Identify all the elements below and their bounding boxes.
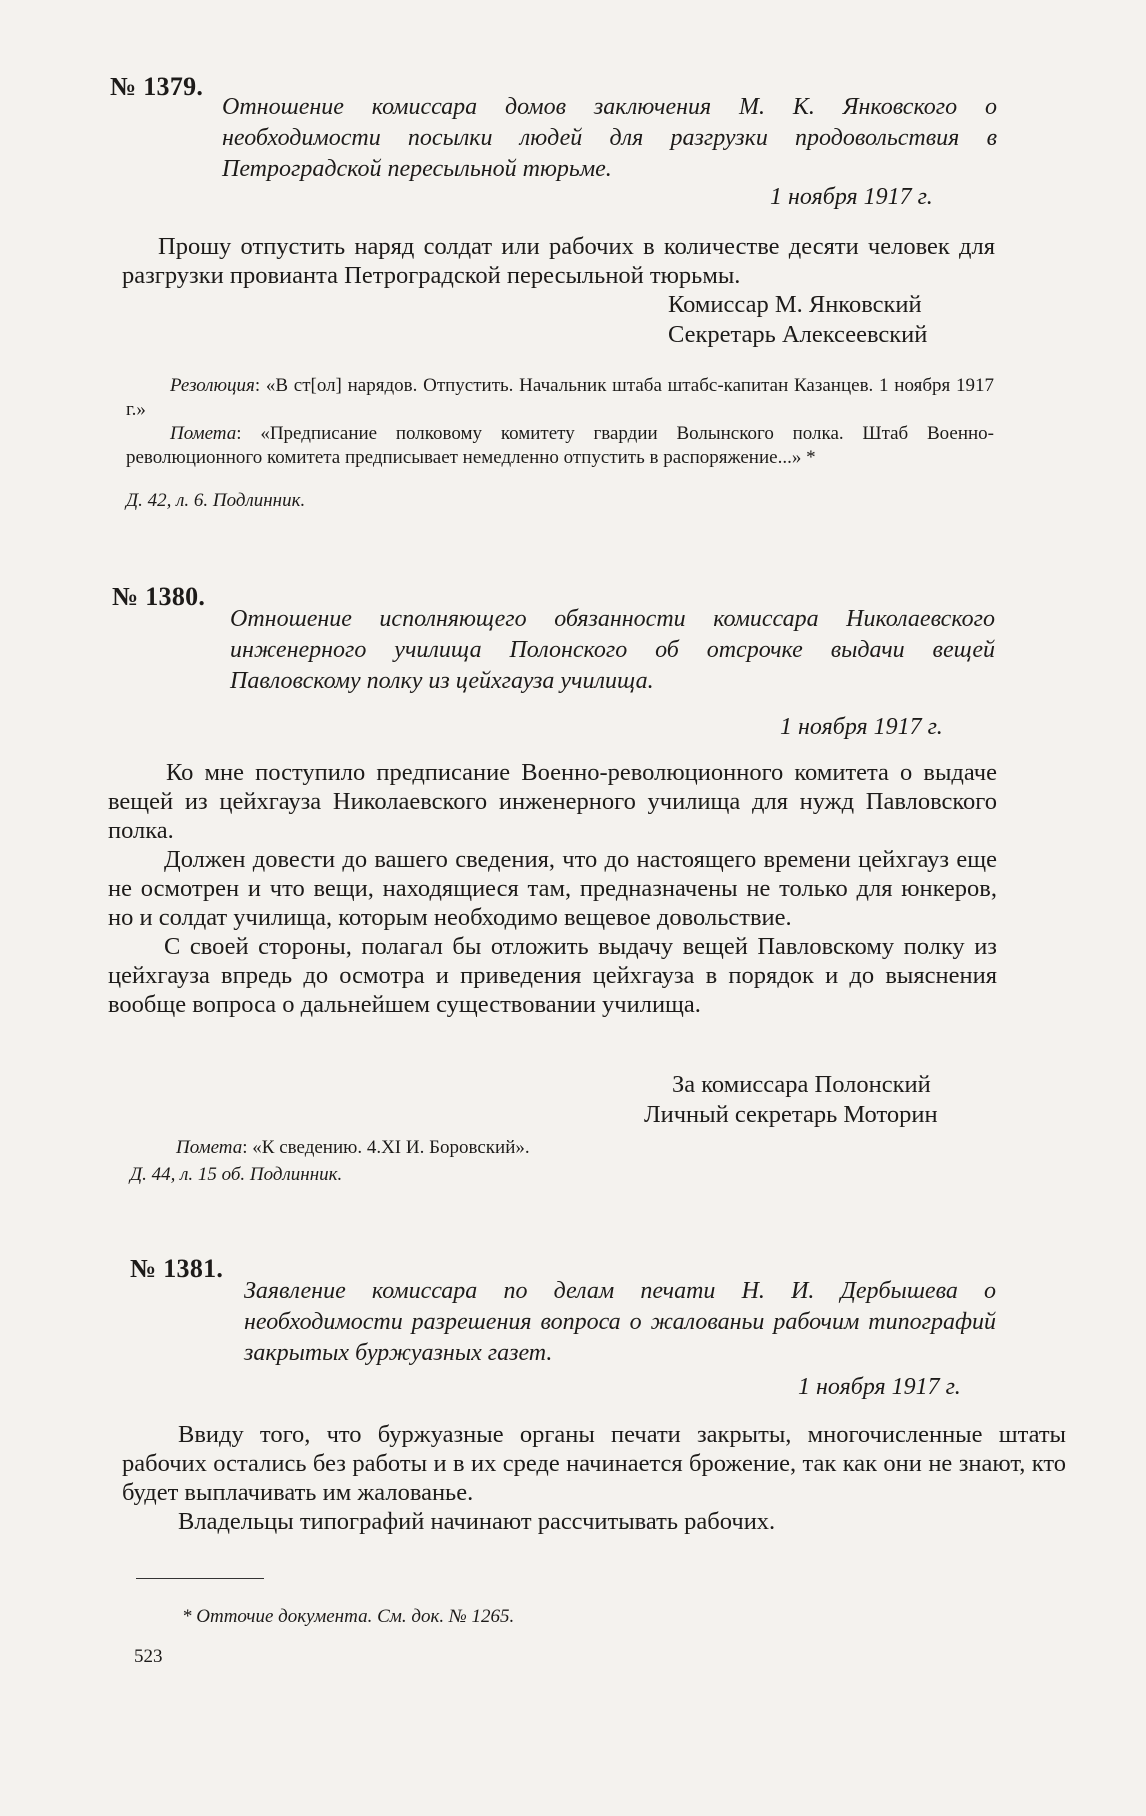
body-paragraph: Ко мне поступило предписание Военно-революционного комитета о выдаче вещей из цейхгауза Николаевского инженерного училища для нужд Павловского полка.	[108, 759, 997, 844]
signature-block	[668, 290, 927, 350]
archive-source: Д. 42, л. 6. Подлинник.	[126, 490, 306, 511]
document-date: 1 ноября 1917 г.	[780, 714, 943, 740]
document-number: № 1381.	[130, 1254, 224, 1283]
body-paragraph: Прошу отпустить наряд солдат или рабочих в количестве десяти человек для разгрузки провианта Петроградской пересыльной тюрьмы.	[122, 233, 995, 289]
mark-label: Помета	[176, 1137, 243, 1158]
page-number: 523	[134, 1646, 163, 1667]
resolution-text: : «В ст[ол] нарядов. Отпустить. Начальник штаба штабс-капитан Казанцев. 1 ноября 1917 г.»	[126, 375, 994, 420]
document-body	[122, 232, 995, 290]
signature-line: Комиссар М. Янковский	[668, 291, 922, 318]
archive-source: Д. 44, л. 15 об. Подлинник.	[130, 1164, 343, 1185]
mark-text: : «Предписание полковому комитету гвардии Волынского полка. Штаб Военно-революционного комитета предписывает немедленно отпустить в распоряжение...» *	[126, 423, 994, 468]
document-number: № 1380.	[112, 582, 206, 611]
document-body	[108, 758, 997, 1019]
document-date: 1 ноября 1917 г.	[770, 184, 933, 210]
signature-line: Личный секретарь Моторин	[644, 1101, 938, 1128]
body-paragraph: Должен довести до вашего сведения, что до настоящего времени цейхгауз еще не осмотрен и что вещи, находящиеся там, предназначены не только для юнкеров, но и солдат училища, которым необходимо вещевое довольствие.	[108, 846, 997, 931]
document-title: Отношение комиссара домов заключения М. К. Янковского о необходимости посылки людей для разгрузки продовольствия в Петроградской пересыльной тюрьме.	[222, 94, 997, 182]
resolution-note	[126, 374, 994, 470]
footnote: * Отточие документа. См. док. № 1265.	[182, 1606, 515, 1627]
body-paragraph: Ввиду того, что буржуазные органы печати закрыты, многочисленные штаты рабочих остались без работы и в их среде начинается брожение, так как они не знают, кто будет выплачивать им жалованье.	[122, 1421, 1066, 1506]
mark-label: Помета	[170, 423, 237, 444]
document-title: Заявление комиссара по делам печати Н. И. Дербышева о необходимости разрешения вопроса о жалованьи рабочим типографий закрытых буржуазных газет.	[244, 1278, 996, 1366]
signature-block	[644, 1070, 938, 1130]
document-number: № 1379.	[110, 72, 204, 101]
document-body	[122, 1420, 1066, 1536]
mark-text: : «К сведению. 4.XI И. Боровский».	[242, 1137, 530, 1158]
document-date: 1 ноября 1917 г.	[798, 1374, 961, 1400]
signature-line: Секретарь Алексеевский	[668, 321, 928, 348]
signature-line: За комиссара Полонский	[672, 1071, 931, 1098]
footnote-rule	[136, 1578, 264, 1579]
body-paragraph: Владельцы типографий начинают рассчитывать рабочих.	[178, 1508, 776, 1535]
resolution-label: Резолюция	[170, 375, 255, 396]
body-paragraph: С своей стороны, полагал бы отложить выдачу вещей Павловскому полку из цейхгауза впредь до осмотра и приведения цейхгауза в порядок и до выяснения вообще вопроса о дальнейшем существовании училища.	[108, 933, 997, 1018]
mark-note	[176, 1136, 530, 1160]
document-title: Отношение исполняющего обязанности комиссара Николаевского инженерного училища Полонского об отсрочке выдачи вещей Павловскому полку из цейхгауза училища.	[230, 606, 995, 694]
